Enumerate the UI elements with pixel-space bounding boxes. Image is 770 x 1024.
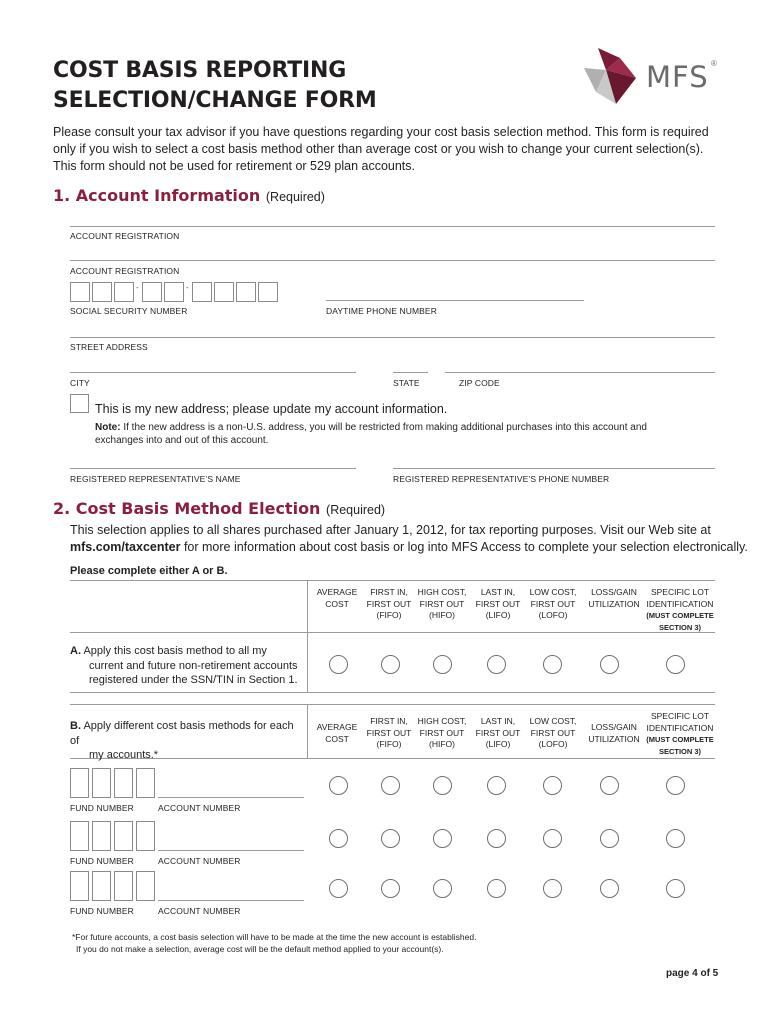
ssn-digit-box[interactable] [258,282,278,302]
section1-title: 1. Account Information [53,186,261,205]
fund-radio-loss-gain[interactable] [600,776,619,795]
row-a-radio-lofo[interactable] [543,655,562,674]
col-header-specific-lot: SPECIFIC LOT IDENTIFICATION (MUST COMPLETE SECTION 3) [646,587,714,632]
mfs-logo [576,46,721,106]
col-header-hifo: HIGH COST, FIRST OUT (HIFO) [417,587,467,620]
fund-number-digit-box[interactable] [70,768,89,798]
fund-radio-specific-lot[interactable] [666,829,685,848]
fund-radio-average-cost[interactable] [329,879,348,898]
fund-radio-loss-gain[interactable] [600,829,619,848]
account-registration-2-field[interactable] [70,260,715,261]
row-a-radio-hifo[interactable] [433,655,452,674]
choose-a-or-b: Please complete either A or B. [70,565,228,577]
fund-number-digit-box[interactable] [114,821,133,851]
account-number-field[interactable] [158,797,304,798]
section2-required: (Required) [326,503,386,517]
column-divider [307,704,308,758]
fund-radio-lofo[interactable] [543,879,562,898]
fund-number-label: FUND NUMBER [70,906,134,916]
new-address-checkbox[interactable] [70,394,89,413]
fund-radio-fifo[interactable] [381,879,400,898]
fund-number-digit-box[interactable] [92,768,111,798]
note-line1: If the new address is a non-U.S. address, you will be restricted from making additional purchases into this account and [123,422,647,433]
ssn-digit-box[interactable] [164,282,184,302]
col-header-hifo: HIGH COST, FIRST OUT (HIFO) [417,716,467,749]
fund-number-digit-box[interactable] [136,821,155,851]
ssn-digit-box[interactable] [192,282,212,302]
taxcenter-link[interactable]: mfs.com/taxcenter [70,540,181,554]
fund-radio-hifo[interactable] [433,829,452,848]
col-header-fifo: FIRST IN, FIRST OUT (FIFO) [366,716,412,749]
ssn-digit-box[interactable] [236,282,256,302]
row-a-radio-average-cost[interactable] [329,655,348,674]
fund-radio-hifo[interactable] [433,879,452,898]
fund-number-digit-box[interactable] [70,821,89,851]
row-a-bottom-rule [70,692,715,693]
col-header-lifo: LAST IN, FIRST OUT (LIFO) [475,587,521,620]
new-address-label: This is my new address; please update my account information. [95,402,448,416]
mfs-logo-icon [576,46,642,108]
rep-phone-label: REGISTERED REPRESENTATIVE’S PHONE NUMBER [393,474,610,484]
account-number-label: ACCOUNT NUMBER [158,906,241,916]
fund-radio-lofo[interactable] [543,776,562,795]
mfs-logo-text: MFS [646,60,709,94]
fund-radio-specific-lot[interactable] [666,776,685,795]
ssn-digit-box[interactable] [70,282,90,302]
zip-code-label: ZIP CODE [459,378,500,388]
fund-radio-hifo[interactable] [433,776,452,795]
row-a-radio-specific-lot[interactable] [666,655,685,674]
fund-radio-lofo[interactable] [543,829,562,848]
col-header-average-cost: AVERAGE COST [316,587,358,609]
daytime-phone-label: DAYTIME PHONE NUMBER [326,306,437,316]
table-top-rule [70,580,715,581]
section2-desc-line2 [70,540,748,554]
intro-paragraph: Please consult your tax advisor if you have questions regarding your cost basis selection method. This form is required only if you wish to select a cost basis method other than average cost or you wish to change your current selection(s). This form should not be used for retirement or 529 plan accounts. [53,125,709,173]
row-a-radio-lifo[interactable] [487,655,506,674]
section2-heading [53,499,385,518]
fund-radio-loss-gain[interactable] [600,879,619,898]
account-number-label: ACCOUNT NUMBER [158,803,241,813]
fund-radio-lifo[interactable] [487,829,506,848]
ssn-digit-box[interactable] [142,282,162,302]
section1-heading [53,186,325,205]
fund-radio-lifo[interactable] [487,879,506,898]
fund-radio-specific-lot[interactable] [666,879,685,898]
col-header-fifo: FIRST IN, FIRST OUT (FIFO) [366,587,412,620]
ssn-digit-box[interactable] [92,282,112,302]
fund-number-digit-box[interactable] [136,871,155,901]
state-field[interactable] [393,372,428,373]
section2-title: 2. Cost Basis Method Election [53,499,321,518]
account-registration-1-label: ACCOUNT REGISTRATION [70,231,180,241]
footnote-line1: *For future accounts, a cost basis selection will have to be made at the time the new account is established. [72,932,477,942]
col-header-loss-gain: LOSS/GAIN UTILIZATION [588,722,640,744]
note-line2: exchanges into and out of this account. [95,435,269,446]
row-a-text: A. Apply this cost basis method to all my current and future non-retirement accounts registered under the SSN/TIN in Section 1. [70,645,298,686]
fund-radio-average-cost[interactable] [329,829,348,848]
account-registration-2-label: ACCOUNT REGISTRATION [70,266,180,276]
col-header-lifo: LAST IN, FIRST OUT (LIFO) [475,716,521,749]
account-registration-1-field[interactable] [70,226,715,227]
state-label: STATE [393,378,420,388]
fund-radio-lifo[interactable] [487,776,506,795]
col-header-lofo: LOW COST, FIRST OUT (LOFO) [529,716,577,749]
fund-number-digit-box[interactable] [114,871,133,901]
city-field[interactable] [70,372,356,373]
row-b-letter: B. [70,720,81,732]
ssn-label: SOCIAL SECURITY NUMBER [70,306,188,316]
form-title-line1: COST BASIS REPORTING [53,58,347,83]
form-title-line2: SELECTION/CHANGE FORM [53,88,377,113]
fund-number-digit-box[interactable] [70,871,89,901]
fund-radio-fifo[interactable] [381,829,400,848]
row-a-radio-fifo[interactable] [381,655,400,674]
col-header-lofo: LOW COST, FIRST OUT (LOFO) [529,587,577,620]
rep-phone-field[interactable] [393,468,715,469]
rep-name-label: REGISTERED REPRESENTATIVE’S NAME [70,474,241,484]
row-b-text: B. Apply different cost basis methods for each of my accounts.* [70,720,294,761]
section1-required: (Required) [265,190,325,204]
ssn-digit-box[interactable] [114,282,134,302]
table-header-rule [70,632,715,633]
registered-mark: ® [711,59,717,68]
ssn-dash: - [136,283,139,292]
row-b-top-rule [70,704,715,705]
footnote-line2: If you do not make a selection, average cost will be the default method applied to your account(s). [76,944,444,954]
account-number-label: ACCOUNT NUMBER [158,856,241,866]
account-number-field[interactable] [158,850,304,851]
account-number-field[interactable] [158,900,304,901]
fund-number-label: FUND NUMBER [70,803,134,813]
fund-number-digit-box[interactable] [92,871,111,901]
street-address-field[interactable] [70,337,715,338]
fund-number-digit-box[interactable] [114,768,133,798]
fund-number-digit-box[interactable] [92,821,111,851]
row-a-radio-loss-gain[interactable] [600,655,619,674]
fund-radio-average-cost[interactable] [329,776,348,795]
section2-desc-line1: This selection applies to all shares purchased after January 1, 2012, for tax reporting purposes. Visit our Web site at [70,523,711,537]
col-header-average-cost: AVERAGE COST [316,722,358,744]
fund-radio-fifo[interactable] [381,776,400,795]
col-header-specific-lot: SPECIFIC LOT IDENTIFICATION (MUST COMPLETE SECTION 3) [646,711,714,756]
ssn-digit-box[interactable] [214,282,234,302]
column-divider [307,580,308,692]
section2-desc-rest: for more information about cost basis or log into MFS Access to complete your selection electronically. [180,540,748,554]
ssn-dash: - [186,283,189,292]
city-label: CITY [70,378,90,388]
daytime-phone-field[interactable] [326,300,584,301]
fund-number-label: FUND NUMBER [70,856,134,866]
page-number: page 4 of 5 [666,968,719,979]
row-a-letter: A. [70,645,81,657]
col-header-loss-gain: LOSS/GAIN UTILIZATION [588,587,640,609]
rep-name-field[interactable] [70,468,356,469]
zip-code-field[interactable] [445,372,715,373]
address-note [95,421,715,447]
fund-number-digit-box[interactable] [136,768,155,798]
note-bold: Note: [95,422,121,433]
street-address-label: STREET ADDRESS [70,342,148,352]
